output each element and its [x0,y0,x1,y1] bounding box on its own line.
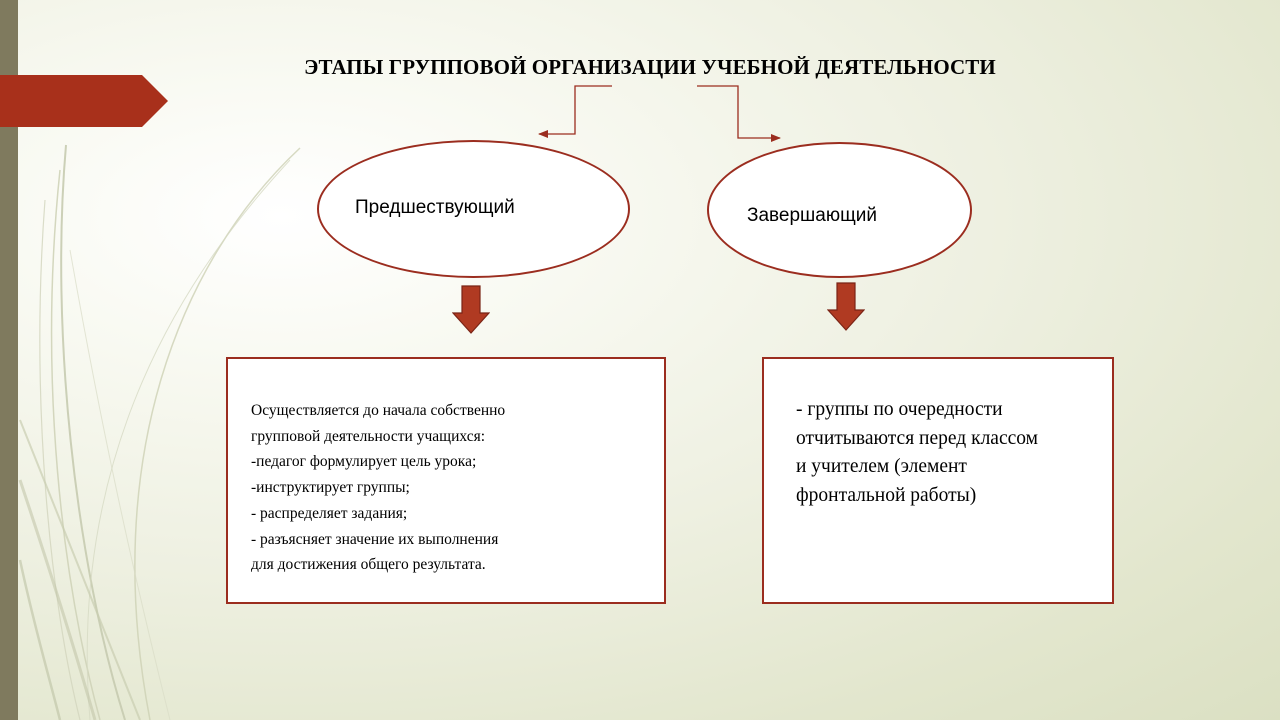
description-line: и учителем (элемент [796,456,967,477]
connector-arrow-left [539,86,612,134]
description-line: для достижения общего результата. [251,556,486,574]
description-line: фронтальной работы) [796,484,977,506]
description-line: Осуществляется до начала собственно [251,402,506,419]
description-box-final [762,357,1114,604]
description-line: -педагог формулирует цель урока; [251,453,477,471]
description-line: отчитываются перед классом [796,427,1038,449]
description-line: групповой деятельности учащихся: [251,427,486,445]
connector-arrow-right [697,86,780,138]
stage-label-preceding: Предшествующий [355,197,515,218]
description-text-preceding [251,398,505,578]
slide-title: ЭТАПЫ ГРУППОВОЙ ОРГАНИЗАЦИИ УЧЕБНОЙ ДЕЯТЕЛЬНОСТИ [304,55,996,79]
down-arrow-final [827,282,865,332]
description-text-final [796,396,1038,510]
description-line: - разъясняет значение их выполнения [251,530,499,548]
down-arrow-preceding [452,285,490,335]
description-box-preceding [226,357,666,604]
stage-oval-final[interactable] [707,142,972,278]
stage-label-final: Завершающий [747,205,877,226]
stage-oval-preceding[interactable] [317,140,630,278]
description-line: - группы по очередности [796,399,1003,420]
description-line: - распределяет задания; [251,504,408,522]
description-line: -инструктирует группы; [251,479,410,497]
